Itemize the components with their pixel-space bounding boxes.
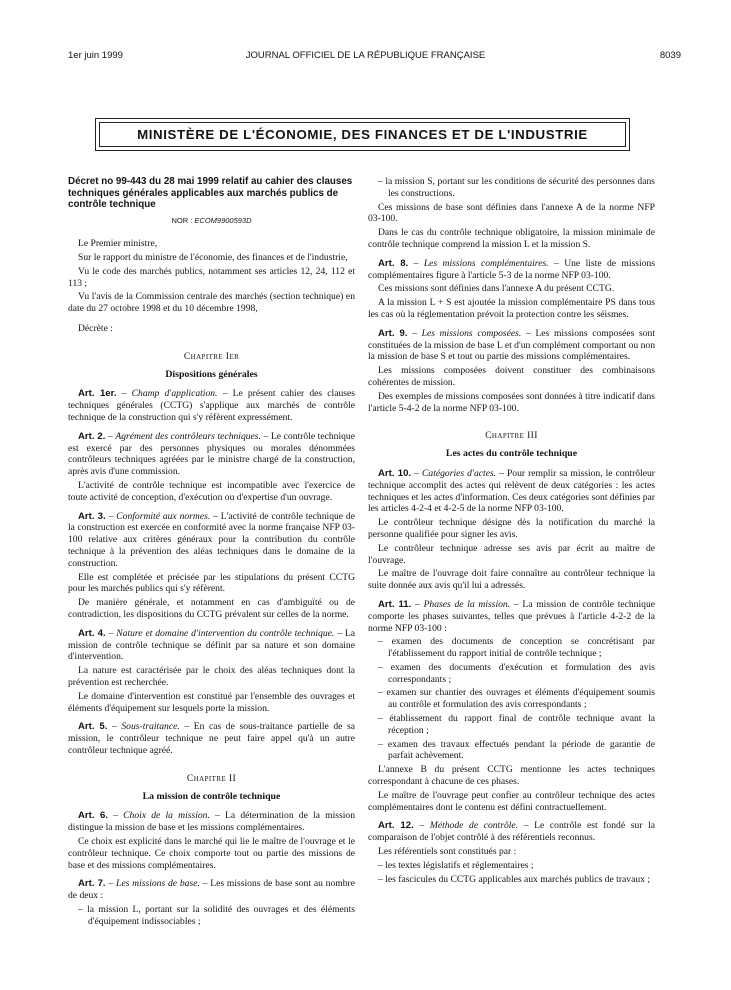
article-1: Art. 1er. – Champ d'application. – Le présent cahier des clauses techniques générales (CCTG) s'applique aux marchés de contrôle technique de la construction qui s'y réfèrent expressément. <box>68 388 355 424</box>
article-paragraph: Le maître de l'ouvrage doit faire connaître au contrôleur technique la suite donnée aux avis qu'il lui a adressés. <box>368 568 655 592</box>
article-text: En cas de sous-traitance partielle de sa mission, le contrôleur technique ne peut faire appel qu'à un autre contrôleur technique agréé. <box>68 721 355 756</box>
header-date: 1er juin 1999 <box>68 50 123 61</box>
decrete-line: Décrète : <box>78 323 113 335</box>
article-paragraph: Le contrôleur technique désigne dès la notification du marché la personne qualifiée pour signer les avis. <box>368 517 655 540</box>
article-number: Art. 12. <box>378 820 414 832</box>
header-page-number: 8039 <box>659 50 681 61</box>
article-paragraph: Ces missions sont définies dans l'annexe A du présent CCTG. <box>378 283 615 295</box>
article-text: Les missions de base sont au nombre de deux : <box>68 878 355 902</box>
article-name: Les missions de base. <box>116 878 200 890</box>
article-name: Nature et domaine d'intervention du contrôle technique. <box>116 627 335 639</box>
left-column <box>68 176 355 930</box>
article-name: Phases de la mission. <box>423 598 511 610</box>
preamble-line: Le Premier ministre, <box>78 238 158 250</box>
nor-label: NOR : <box>171 215 193 225</box>
article-paragraph: Ce choix est explicité dans le marché qui lie le maître de l'ouvrage et le contrôleur technique. Ce choix comporte tout ou partie des missions de base et des missions complémentaires. <box>68 835 355 871</box>
article-name: Catégories d'actes. <box>422 467 497 479</box>
article-number: Art. 1er. <box>78 388 117 400</box>
article-4: Art. 4. – Nature et domaine d'intervention du contrôle technique. – La mission de contrôle technique se définit par sa nature et son domaine d'intervention. <box>68 627 356 663</box>
list-item: – les fascicules du CCTG applicables aux marchés publics de travaux ; <box>378 873 651 885</box>
article-number: Art. 3. <box>78 510 106 522</box>
article-text: L'activité de contrôle technique de la construction est exercée en conformité avec la norme française NFP 03-100 relative aux critères généraux pour la contribution du contrôle technique à la prévention des aléas techniques dans le domaine de la construction. <box>68 510 355 569</box>
preamble-line: Vu le code des marchés publics, notamment ses articles 12, 24, 112 et 113 ; <box>68 265 355 289</box>
article-text: La mission de contrôle technique comporte les phases suivantes, telles que prévues à l'article 4-2-2 de la norme NFP 03-100 : <box>368 598 655 634</box>
article-text: La mission de contrôle technique se définit par sa nature et son domaine d'intervention. <box>68 627 356 663</box>
article-number: Art. 7. <box>78 878 106 890</box>
article-paragraph: Elle est complétée et précisée par les stipulations du présent CCTG pour les marchés publics qui s'y réfèrent. <box>68 571 355 595</box>
ministry-banner <box>95 118 630 151</box>
ministry-title: MINISTÈRE DE L'ÉCONOMIE, DES FINANCES ET DE L'INDUSTRIE <box>99 122 626 147</box>
article-text: Les missions composées sont constituées de la mission de base L et d'un complément comportant ou non la mission de base S et tout ou partie des missions complémentaires. <box>368 327 655 363</box>
article-paragraph: A la mission L + S est ajoutée la mission complémentaire PS dans tous les cas où la réglementation prévoit la protection contre les séismes. <box>368 297 655 320</box>
nor-reference <box>68 215 355 227</box>
article-text: Le contrôle est fondé sur la comparaison de l'objet contrôlé à des référentiels reconnus. <box>368 820 655 844</box>
article-paragraph: Le maître de l'ouvrage peut confier au contrôleur technique des actes complémentaires dont le contenu est défini contractuellement. <box>368 789 655 813</box>
article-paragraph: Le contrôleur technique adresse ses avis par écrit au maître de l'ouvrage. <box>368 542 655 566</box>
article-name: Champ d'application. <box>131 388 218 400</box>
article-name: Sous-traitance. <box>121 721 180 733</box>
article-number: Art. 8. <box>378 257 409 269</box>
list-item: – examen des travaux effectués pendant la période de garantie de parfait achèvement. <box>378 738 655 762</box>
article-paragraph: Les référentiels sont constitués par : <box>378 846 517 858</box>
article-12: Art. 12. – Méthode de contrôle. – Le contrôle est fondé sur la comparaison de l'objet contrôlé à des référentiels reconnus. <box>368 820 655 844</box>
article-number: Art. 5. <box>78 721 108 733</box>
article-paragraph: L'annexe B du présent CCTG mentionne les actes techniques correspondant à chacune de ces phases. <box>368 764 655 788</box>
article-5: Art. 5. – Sous-traitance. – En cas de sous-traitance partielle de sa mission, le contrôleur technique ne peut faire appel qu'à un autre contrôleur technique agréé. <box>68 721 355 756</box>
decree-title: Décret no 99-443 du 28 mai 1999 relatif au cahier des clauses techniques générales applicables aux marchés publics de contrôle technique <box>68 176 353 210</box>
nor-value: ECOM9900593D <box>194 215 252 225</box>
article-paragraph: Dans le cas du contrôle technique obligatoire, la mission minimale de contrôle technique comprend la mission L et la mission S. <box>368 227 655 250</box>
article-number: Art. 11. <box>378 598 412 610</box>
article-name: Choix de la mission. <box>123 810 210 822</box>
article-7: Art. 7. – Les missions de base. – Les missions de base sont au nombre de deux : <box>68 878 355 902</box>
article-text: La détermination de la mission distingue la mission de base et les missions complémentaires. <box>68 810 355 834</box>
article-name: Les missions complémentaires. <box>423 257 549 269</box>
article-number: Art. 6. <box>78 810 108 822</box>
article-2: Art. 2. – Agrément des contrôleurs techniques. – Le contrôle technique est exercé par des personnes physiques ou morales dénommées contrôleurs techniques agréées par le ministre chargé de la construction, après avis d'une commission. <box>68 430 355 478</box>
right-column <box>368 176 655 887</box>
article-11: Art. 11. – Phases de la mission. – La mission de contrôle technique comporte les phases suivantes, telles que prévues à l'article 4-2-2 de la norme NFP 03-100 : <box>368 598 655 634</box>
article-paragraph: Ces missions de base sont définies dans l'annexe A de la norme NFP 03-100. <box>368 201 655 225</box>
article-paragraph: Le domaine d'intervention est constitué par l'ensemble des ouvrages et éléments d'équipement sur lesquels porte la mission. <box>68 690 355 714</box>
article-paragraph: Des exemples de missions composées sont données à titre indicatif dans l'article 5-4-2 de la norme NFP 03-100. <box>368 390 655 414</box>
article-3: Art. 3. – Conformité aux normes. – L'activité de contrôle technique de la construction est exercée en conformité avec la norme française NFP 03-100 relative aux critères généraux pour la contribution du contrôle technique à la prévention des aléas techniques dans le domaine de la construction. <box>68 510 355 569</box>
list-item: – la mission S, portant sur les conditions de sécurité des personnes dans les constructions. <box>378 176 655 199</box>
article-number: Art. 10. <box>378 467 412 479</box>
article-number: Art. 4. <box>78 627 106 639</box>
article-name: Méthode de contrôle. <box>429 820 519 832</box>
chapter-title: Les actes du contrôle technique <box>445 448 578 460</box>
chapter-title: Dispositions générales <box>165 368 258 380</box>
chapter-label: Chapitre II <box>186 772 237 784</box>
article-number: Art. 2. <box>78 430 106 442</box>
list-item: – examen des documents de conception se concrétisant par l'établissement du rapport initial de contrôle technique ; <box>378 636 655 660</box>
article-paragraph: La nature est caractérisée par le choix des aléas techniques dont la prévention est recherchée. <box>68 665 355 688</box>
article-text: Le présent cahier des clauses techniques générales (CCTG) s'applique aux marchés de contrôle technique de la construction qui s'y réfèrent expressément. <box>68 388 355 424</box>
chapter-label: Chapitre Ier <box>183 350 240 362</box>
article-paragraph: Les missions composées doivent constituer des combinaisons cohérentes de mission. <box>368 365 655 388</box>
article-8: Art. 8. – Les missions complémentaires. – Une liste de missions complémentaires figure à l'article 5-3 de la norme NFP 03-100. <box>368 257 656 281</box>
article-paragraph: De manière générale, et notamment en cas d'ambiguïté ou de contradiction, les dispositions du CCTG prévalent sur celles de la norme. <box>68 597 355 621</box>
preamble-line: Sur le rapport du ministre de l'économie, des finances et de l'industrie, <box>78 252 348 264</box>
chapter-label: Chapitre III <box>485 430 538 442</box>
article-10: Art. 10. – Catégories d'actes. – Pour remplir sa mission, le contrôleur technique accomplit des actes qui relèvent de deux catégories : les actes techniques et les actes d'information. Ces deux catégories sont définies par les articles 4-2-4 et 4-2-5 de la norme NFP 03-100. <box>368 467 656 515</box>
article-name: Les missions composées. <box>421 327 522 339</box>
article-6: Art. 6. – Choix de la mission. – La détermination de la mission distingue la mission de base et les missions complémentaires. <box>68 810 355 834</box>
chapter-title: La mission de contrôle technique <box>142 790 281 802</box>
article-text: Pour remplir sa mission, le contrôleur technique accomplit des actes qui relèvent de deux catégories : les actes techniques et les actes d'information. Ces deux catégories sont définies par les articles 4-2-4 et 4-2-5 de la norme NFP 03-100. <box>368 467 656 515</box>
article-paragraph: L'activité de contrôle technique est incompatible avec l'exercice de toute activité de conception, d'exécution ou d'expertise d'un ouvrage. <box>68 480 355 503</box>
list-item: – la mission L, portant sur la solidité des ouvrages et des éléments d'équipement indissociables ; <box>78 903 355 927</box>
article-name: Conformité aux normes. <box>116 510 211 522</box>
header-journal-title: JOURNAL OFFICIEL DE LA RÉPUBLIQUE FRANÇAISE <box>245 50 486 61</box>
article-number: Art. 9. <box>378 327 408 339</box>
article-name: Agrément des contrôleurs techniques. <box>115 430 261 442</box>
list-item: – examen des documents d'exécution et formulation des avis correspondants ; <box>378 661 655 685</box>
preamble-line: Vu l'avis de la Commission centrale des marchés (section technique) en date du 27 octobre 1998 et du 10 décembre 1998, <box>68 291 355 315</box>
list-item: – examen sur chantier des ouvrages et éléments d'équipement soumis au contrôle et formulation des avis correspondants ; <box>378 687 655 711</box>
article-text: Le contrôle technique est exercé par des personnes physiques ou morales dénommées contrôleurs techniques agréées par le ministre chargé de la construction, après avis d'une commission. <box>68 430 355 478</box>
article-text: Une liste de missions complémentaires figure à l'article 5-3 de la norme NFP 03-100. <box>368 257 656 281</box>
list-item: – établissement du rapport final de contrôle technique avant la réception ; <box>378 713 655 736</box>
article-9: Art. 9. – Les missions composées. – Les missions composées sont constituées de la mission de base L et d'un complément comportant ou non la mission de base S et tout ou partie des missions complémentaires. <box>368 327 655 363</box>
list-item: – les textes législatifs et réglementaires ; <box>378 859 534 871</box>
